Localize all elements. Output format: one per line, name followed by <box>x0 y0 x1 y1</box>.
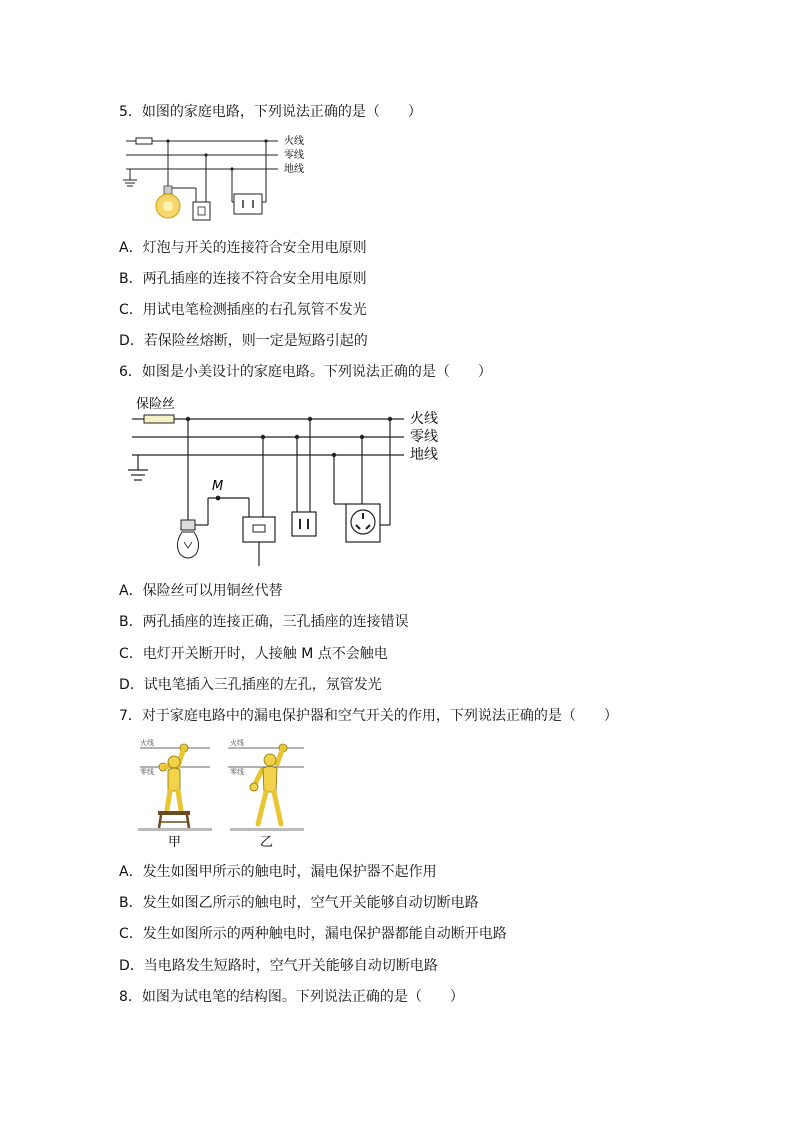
q5-ground-label: 地线 <box>284 164 304 175</box>
q5-option-b[interactable]: B．两孔插座的连接不符合安全用电原则 <box>119 271 367 287</box>
q7-label-jia: 甲 <box>168 835 182 850</box>
q7-figure-a <box>138 738 212 850</box>
q6-option-b[interactable]: B．两孔插座的连接正确，三孔插座的连接错误 <box>119 614 409 630</box>
q7-option-c[interactable]: C．发生如图所示的两种触电时，漏电保护器都能自动断开电路 <box>119 926 507 942</box>
q6-option-a[interactable]: A．保险丝可以用铜丝代替 <box>119 583 283 599</box>
q6-option-c[interactable]: C．电灯开关断开时，人接触 M 点不会触电 <box>119 646 388 662</box>
q7-figure-b <box>228 738 304 850</box>
q7-option-a[interactable]: A．发生如图甲所示的触电时，漏电保护器不起作用 <box>119 864 437 880</box>
q7-electric-shock-figures <box>136 736 311 851</box>
q7a-neutral-label: 零线 <box>140 768 154 776</box>
q6-neutral-label: 零线 <box>410 429 438 445</box>
question-6-stem: 6．如图是小美设计的家庭电路。下列说法正确的是（ ） <box>119 364 492 380</box>
q5-circuit-diagram <box>118 130 318 225</box>
q6-live-label: 火线 <box>410 411 438 427</box>
q5-live-label: 火线 <box>284 136 304 147</box>
q6-ground-label: 地线 <box>410 447 438 463</box>
q5-option-c[interactable]: C．用试电笔检测插座的右孔氖管不发光 <box>119 302 367 318</box>
q5-neutral-label: 零线 <box>284 150 304 161</box>
q5-option-d[interactable]: D．若保险丝熔断，则一定是短路引起的 <box>119 333 368 349</box>
q5-option-a[interactable]: A．灯泡与开关的连接符合安全用电原则 <box>119 240 367 256</box>
q7-option-b[interactable]: B．发生如图乙所示的触电时，空气开关能够自动切断电路 <box>119 895 479 911</box>
question-7-stem: 7．对于家庭电路中的漏电保护器和空气开关的作用，下列说法正确的是（ ） <box>119 708 618 724</box>
q7b-live-label: 火线 <box>230 739 244 747</box>
q7-option-d[interactable]: D．当电路发生短路时，空气开关能够自动切断电路 <box>119 958 438 974</box>
q6-circuit-diagram <box>122 392 452 572</box>
q7b-neutral-label: 零线 <box>230 768 244 776</box>
q6-option-d[interactable]: D．试电笔插入三孔插座的左孔，氖管发光 <box>119 677 382 693</box>
question-8-stem: 8．如图为试电笔的结构图。下列说法正确的是（ ） <box>119 989 464 1005</box>
question-5-stem: 5．如图的家庭电路，下列说法正确的是（ ） <box>119 104 422 120</box>
q6-fuse-label: 保险丝 <box>136 397 176 412</box>
q7-label-yi: 乙 <box>260 835 274 850</box>
q7a-live-label: 火线 <box>140 739 154 747</box>
q6-point-m-label: M <box>212 479 224 494</box>
